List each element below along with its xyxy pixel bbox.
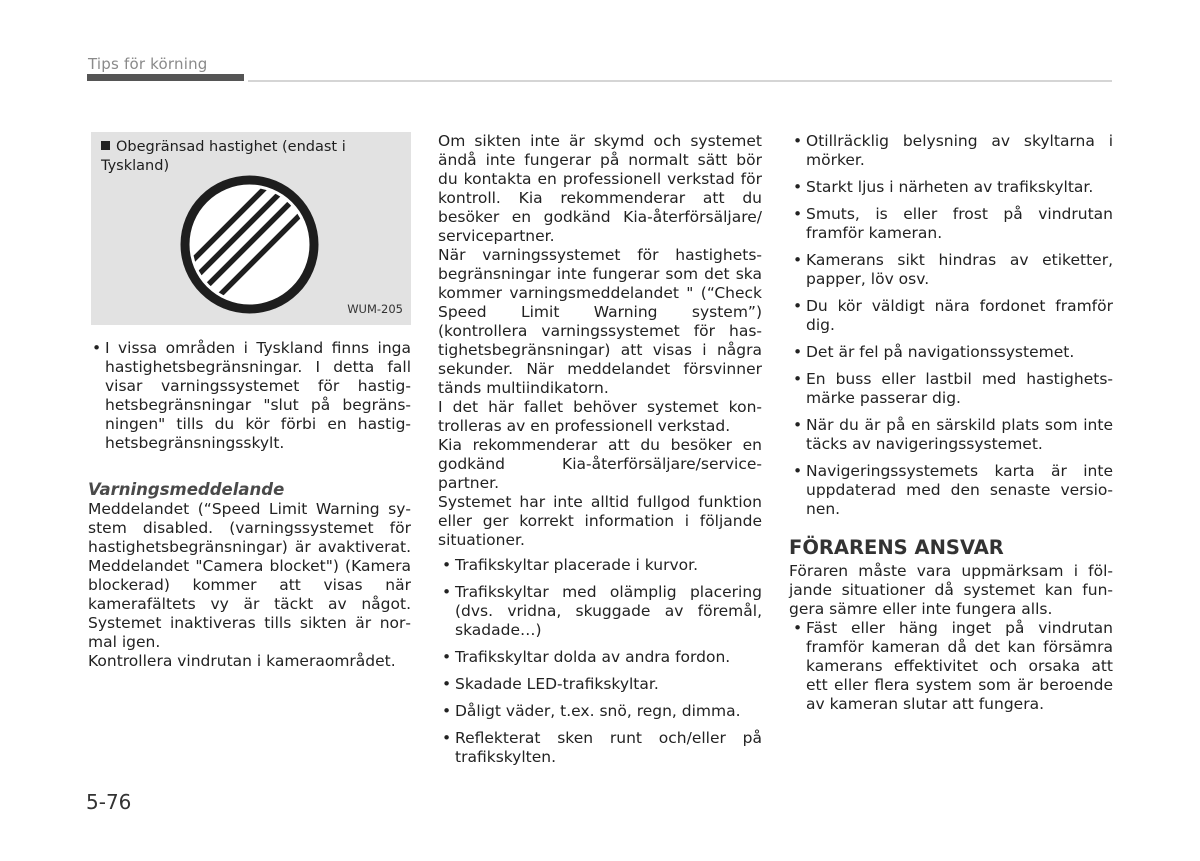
list-item: • Trafikskyltar dolda av andra fordon. bbox=[438, 648, 762, 667]
list-item: • Starkt ljus i närheten av trafikskyltar. bbox=[789, 178, 1113, 197]
paragraph: Systemet har inte alltid fullgod funktion eller ger korrekt information i följande situationer. bbox=[438, 493, 762, 549]
end-of-speed-limit-sign-icon bbox=[177, 172, 322, 317]
bullet-list bbox=[789, 132, 1113, 519]
paragraph: När varningssystemet för hastighetsbegränsningar inte fungerar som det ska kommer varningsmeddelandet " (“Check Speed Limit Warning system”) (kontrollera varningssystemet för hastighetsbegränsningar) att visas i några sekunder. När meddelandet försvinner tänds multiindikatorn. bbox=[438, 246, 762, 397]
list-item: • Skadade LED-trafikskyltar. bbox=[438, 675, 762, 694]
column-middle bbox=[438, 132, 762, 775]
figure-caption bbox=[101, 138, 411, 176]
paragraph: Föraren måste vara uppmärksam i följande situationer då systemet kan fungera sämre eller inte fungera alls. bbox=[789, 562, 1113, 618]
list-item: • I vissa områden i Tyskland finns inga hastighetsbegränsningar. I detta fall visar varningssystemet för hastighetsbegränsningar "slut på begränsningen" tills du kör förbi en hastighetsbegränsningsskylt. bbox=[88, 339, 411, 453]
figure-box bbox=[91, 132, 411, 325]
paragraph: Om sikten inte är skymd och systemet ändå inte fungerar på normalt sätt bör du kontakta en professionell verkstad för kontroll. Kia rekommenderar att du besöker en godkänd Kia-återförsäljare/ servicepartner. bbox=[438, 132, 762, 245]
paragraph: Meddelandet (“Speed Limit Warning system disabled. (varningssystemet för hastighetsbegränsningar) är avaktiverat. Meddelandet "Camera blocket") (Kamera blockerad) kommer att visas när kamerafältets vy är täckt av något. Systemet inaktiveras tills sikten är normal igen. bbox=[88, 500, 411, 651]
list-item: • Det är fel på navigationssystemet. bbox=[789, 343, 1113, 362]
column-right bbox=[789, 132, 1113, 714]
list-item: • Fäst eller häng inget på vindrutan framför kameran då det kan försämra kamerans effektivitet och orsaka att ett eller flera system som är beroende av kameran slutar att fungera. bbox=[789, 619, 1113, 714]
list-item: • När du är på en särskild plats som inte täcks av navigeringssystemet. bbox=[789, 416, 1113, 454]
list-item: • Otillräcklig belysning av skyltarna i mörker. bbox=[789, 132, 1113, 170]
list-item: • Trafikskyltar placerade i kurvor. bbox=[438, 556, 762, 575]
list-item: • Du kör väldigt nära fordonet framför dig. bbox=[789, 297, 1113, 335]
bullet-list bbox=[789, 619, 1113, 714]
list-item: • Trafikskyltar med olämplig placering (dvs. vridna, skuggade av föremål, skadade…) bbox=[438, 583, 762, 640]
paragraph: I det här fallet behöver systemet kontrolleras av en professionell verkstad. bbox=[438, 398, 762, 435]
bullet-list bbox=[88, 339, 411, 453]
header-divider bbox=[248, 80, 1112, 82]
section-heading-driver-responsibility: FÖRARENS ANSVAR bbox=[789, 536, 1004, 559]
list-item: • En buss eller lastbil med hastighetsmärke passerar dig. bbox=[789, 370, 1113, 408]
paragraph: Kontrollera vindrutan i kameraområdet. bbox=[88, 652, 396, 670]
paragraph: Kia rekommenderar att du besöker en godkänd Kia-återförsäljare/servicepartner. bbox=[438, 436, 762, 492]
list-item: • Smuts, is eller frost på vindrutan framför kameran. bbox=[789, 205, 1113, 243]
figure-caption-text: Obegränsad hastighet (endast i Tyskland) bbox=[101, 139, 346, 174]
header-accent-bar bbox=[87, 74, 244, 81]
figure-code: WUM-205 bbox=[347, 302, 403, 316]
list-item: • Reflekterat sken runt och/eller på trafikskylten. bbox=[438, 729, 762, 767]
subheading-warning-message: Varningsmeddelande bbox=[88, 480, 285, 499]
column-left bbox=[88, 132, 411, 671]
page-number: 5-76 bbox=[86, 790, 132, 814]
list-item: • Dåligt väder, t.ex. snö, regn, dimma. bbox=[438, 702, 762, 721]
section-header-title: Tips för körning bbox=[88, 55, 208, 73]
square-bullet-icon bbox=[101, 141, 110, 150]
bullet-list bbox=[438, 556, 762, 767]
list-item: • Navigeringssystemets karta är inte uppdaterad med den senaste versionen. bbox=[789, 462, 1113, 519]
list-item: • Kamerans sikt hindras av etiketter, papper, löv osv. bbox=[789, 251, 1113, 289]
